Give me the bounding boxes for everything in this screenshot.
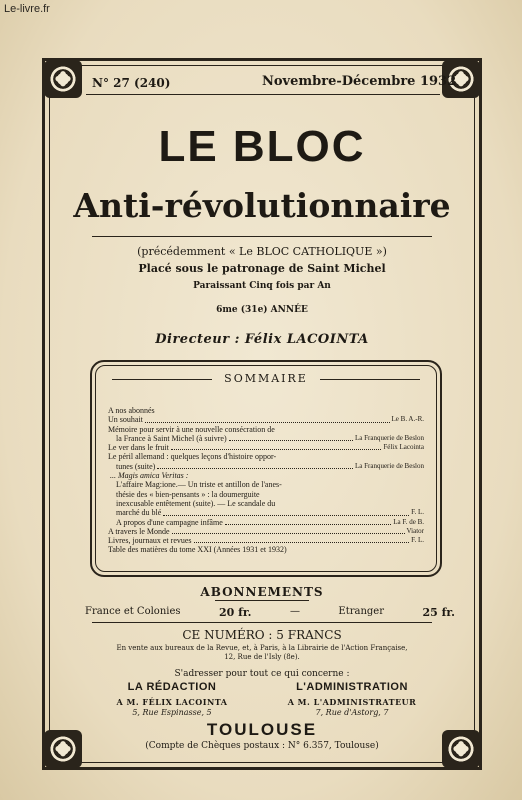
redaction-name: A M. FÉLIX LACOINTA [116, 697, 228, 707]
toc-item-author: F. L. [411, 536, 424, 545]
toc-item-title: A nos abonnés [108, 406, 155, 415]
subscriptions-heading: ABONNEMENTS [200, 585, 324, 599]
toc-item-title: A propos d'une campagne infâme [116, 517, 223, 527]
corner-ornament-icon [44, 60, 82, 98]
toc-item [108, 434, 424, 443]
toc-item-author: Le B. A.-R. [391, 415, 424, 424]
toc-item-title: la France à Saint Michel (à suivre) [116, 433, 227, 443]
sale-points-line-1: En vente aux bureaux de la Revue, et, à Paris, à la Librairie de l'Action Française, [116, 644, 408, 652]
price-separator: — [289, 606, 300, 617]
france-price: 20 fr. [218, 606, 252, 619]
title-divider [92, 236, 432, 237]
toc-item-title: L'affaire Mag:ione.— Un triste et antillon de l'anes- [116, 480, 282, 490]
toc-item [108, 471, 424, 480]
issue-date: Novembre-Décembre 1932 [262, 74, 457, 89]
postal-account: (Compte de Chèques postaux : N° 6.357, Toulouse) [145, 741, 379, 751]
administration-heading: L'ADMINISTRATION [296, 681, 408, 693]
header-divider [86, 94, 440, 95]
toc-item-title: Le péril allemand : quelques leçons d'histoire oppor- [108, 452, 277, 462]
etranger-price: 25 fr. [422, 606, 455, 619]
toc-item [108, 425, 424, 434]
toc-heading: SOMMAIRE [224, 372, 308, 385]
subscription-prices [85, 606, 455, 619]
toc-item [108, 462, 424, 471]
director-line: Directeur : Félix LACOINTA [155, 332, 369, 347]
toc-item-title: thésie des « bien-pensants » : la doumerguite [116, 489, 260, 499]
toc-item [108, 443, 424, 452]
toc-item [108, 452, 424, 461]
toc-item-author: Félix Lacointa [383, 443, 424, 452]
issue-price: CE NUMÉRO : 5 FRANCS [182, 628, 342, 642]
toc-list [108, 406, 424, 555]
toc-item-title: Un souhait [108, 415, 143, 425]
masthead-subtitle: Anti-révolutionnaire [73, 186, 451, 225]
watermark: Le-livre.fr [4, 3, 50, 15]
year-line: 6me (31e) ANNÉE [216, 305, 308, 315]
toc-item [108, 508, 424, 517]
sale-points-line-2: 12, Rue de l'Isly (8e). [224, 653, 300, 661]
patronage-line: Placé sous le patronage de Saint Michel [138, 262, 386, 275]
toc-item [108, 545, 424, 554]
administration-name: A M. L'ADMINISTRATEUR [287, 697, 417, 707]
toc-item [108, 499, 424, 508]
toc-item-title: Table des matières du tome XXI (Années 1931 et 1932) [108, 545, 287, 555]
toc-item [108, 490, 424, 499]
table-of-contents [90, 360, 442, 577]
toc-item [108, 406, 424, 415]
toc-item-title: marché du blé [116, 508, 162, 518]
toc-item [108, 536, 424, 545]
issue-number: N° 27 (240) [92, 76, 171, 90]
toc-item-title: Mémoire pour servir à une nouvelle consécration de [108, 424, 275, 434]
frequency-line: Paraissant Cinq fois par An [193, 281, 331, 291]
toc-item-author: F. L. [411, 508, 424, 517]
redaction-address: 5, Rue Espinasse, 5 [132, 708, 212, 717]
france-label: France et Colonies [85, 606, 181, 617]
toc-item [108, 415, 424, 424]
toc-item-title: ... Magis amica Veritas : [110, 471, 189, 481]
toc-item-title: inexcusable entêtement (suite). — Le scandale du [116, 498, 276, 508]
formerly-line: (précédemment « Le BLOC CATHOLIQUE ») [137, 245, 387, 258]
redaction-heading: LA RÉDACTION [127, 681, 217, 693]
toc-item-author: La Franquerie de Beslon [354, 461, 424, 470]
toc-item-author: La Franquerie de Beslon [354, 433, 424, 442]
toc-item [108, 480, 424, 489]
toc-item-title: A travers le Monde [108, 526, 170, 536]
toc-item-title: tunes (suite) [116, 461, 156, 471]
toc-item-author: La F. de B. [393, 517, 424, 526]
toc-item-title: Le ver dans le fruit [108, 443, 169, 453]
masthead-title: LE BLOC [158, 122, 366, 171]
city: TOULOUSE [206, 720, 318, 739]
toc-item-title: Livres, journaux et revues [108, 536, 192, 546]
toc-item-author: Viator [406, 526, 424, 535]
toc-item [108, 518, 424, 527]
contact-intro: S'adresser pour tout ce qui concerne : [174, 669, 350, 679]
etranger-label: Etranger [338, 606, 385, 617]
toc-item [108, 527, 424, 536]
administration-address: 7, Rue d'Astorg, 7 [315, 708, 389, 717]
